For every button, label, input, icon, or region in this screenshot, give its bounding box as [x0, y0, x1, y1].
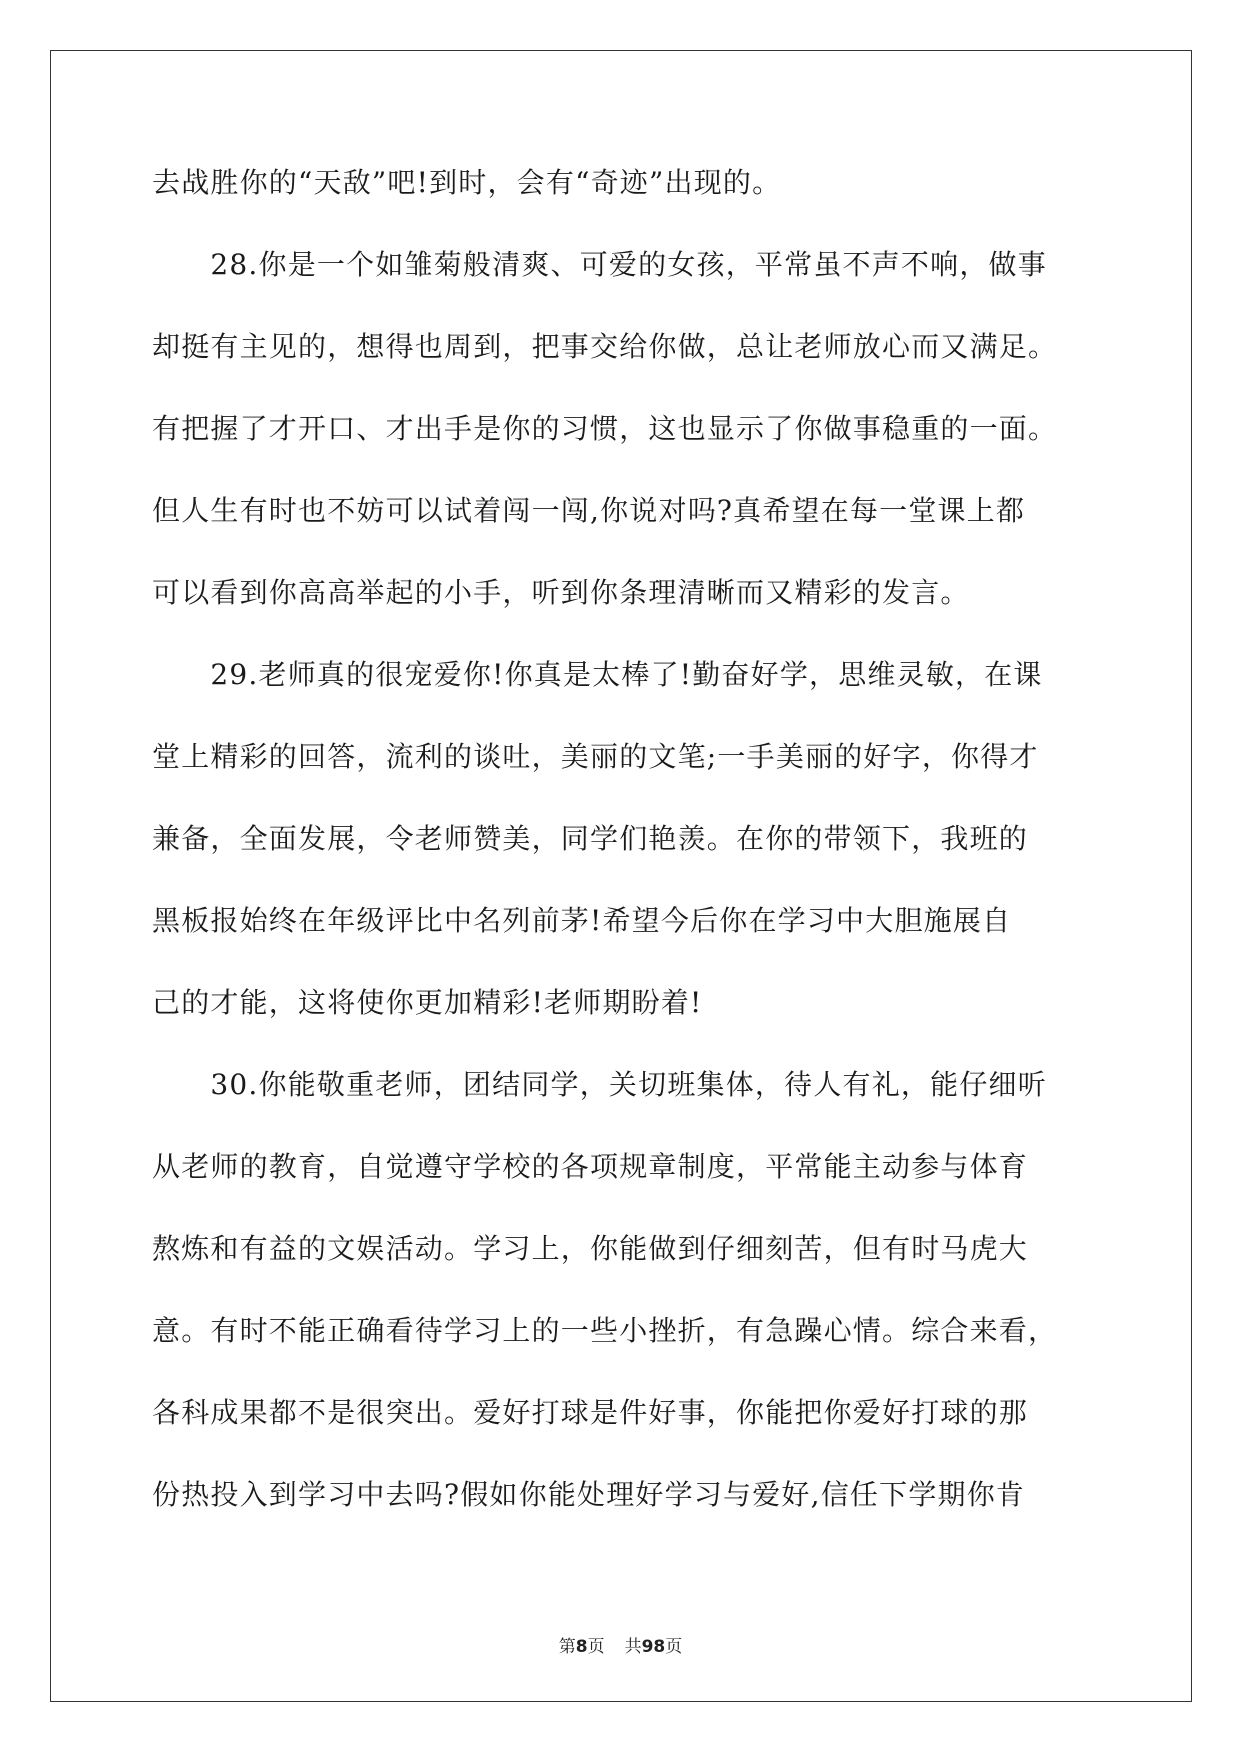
page-number: 8 [575, 1637, 588, 1657]
text-line: 有把握了才开口、才出手是你的习惯，这也显示了你做事稳重的一面。 [152, 412, 1058, 445]
text-line: 熬炼和有益的文娱活动。学习上，你能做到仔细刻苦，但有时马虎大 [152, 1232, 1029, 1265]
text-line: 意。有时不能正确看待学习上的一些小挫折，有急躁心情。综合来看， [152, 1314, 1058, 1347]
text-line: 份热投入到学习中去吗?假如你能处理好学习与爱好,信任下学期你肯 [152, 1478, 1026, 1511]
text-line: 可以看到你高高举起的小手，听到你条理清晰而又精彩的发言。 [152, 576, 970, 609]
text-line: 己的才能，这将使你更加精彩!老师期盼着! [152, 986, 703, 1019]
total-pages: 98 [641, 1637, 666, 1657]
text-line: 从老师的教育，自觉遵守学校的各项规章制度，平常能主动参与体育 [152, 1150, 1029, 1183]
text-line: 去战胜你的“天敌”吧!到时，会有“奇迹”出现的。 [152, 166, 782, 199]
document-body [152, 162, 1090, 1556]
page-footer [0, 1637, 1241, 1657]
text-line: 但人生有时也不妨可以试着闯一闯,你说对吗?真希望在每一堂课上都 [152, 494, 1026, 527]
total-prefix: 共 [624, 1637, 642, 1657]
text-line: 28.你是一个如雏菊般清爽、可爱的女孩，平常虽不声不响，做事 [152, 248, 1047, 281]
text-line: 各科成果都不是很突出。爱好打球是件好事，你能把你爱好打球的那 [152, 1396, 1029, 1429]
text-line: 黑板报始终在年级评比中名列前茅!希望今后你在学习中大胆施展自 [152, 904, 1012, 937]
text-line: 29.老师真的很宠爱你!你真是太棒了!勤奋好学，思维灵敏，在课 [152, 658, 1043, 691]
page-suffix: 页 [587, 1637, 605, 1657]
total-suffix: 页 [665, 1637, 683, 1657]
text-line: 却挺有主见的，想得也周到，把事交给你做，总让老师放心而又满足。 [152, 330, 1058, 363]
text-line: 堂上精彩的回答，流利的谈吐，美丽的文笔;一手美丽的好字，你得才 [152, 740, 1039, 773]
page-prefix: 第 [558, 1637, 576, 1657]
text-line: 30.你能敬重老师，团结同学，关切班集体，待人有礼，能仔细听 [152, 1068, 1047, 1101]
text-line: 兼备，全面发展，令老师赞美，同学们艳羡。在你的带领下，我班的 [152, 822, 1029, 855]
